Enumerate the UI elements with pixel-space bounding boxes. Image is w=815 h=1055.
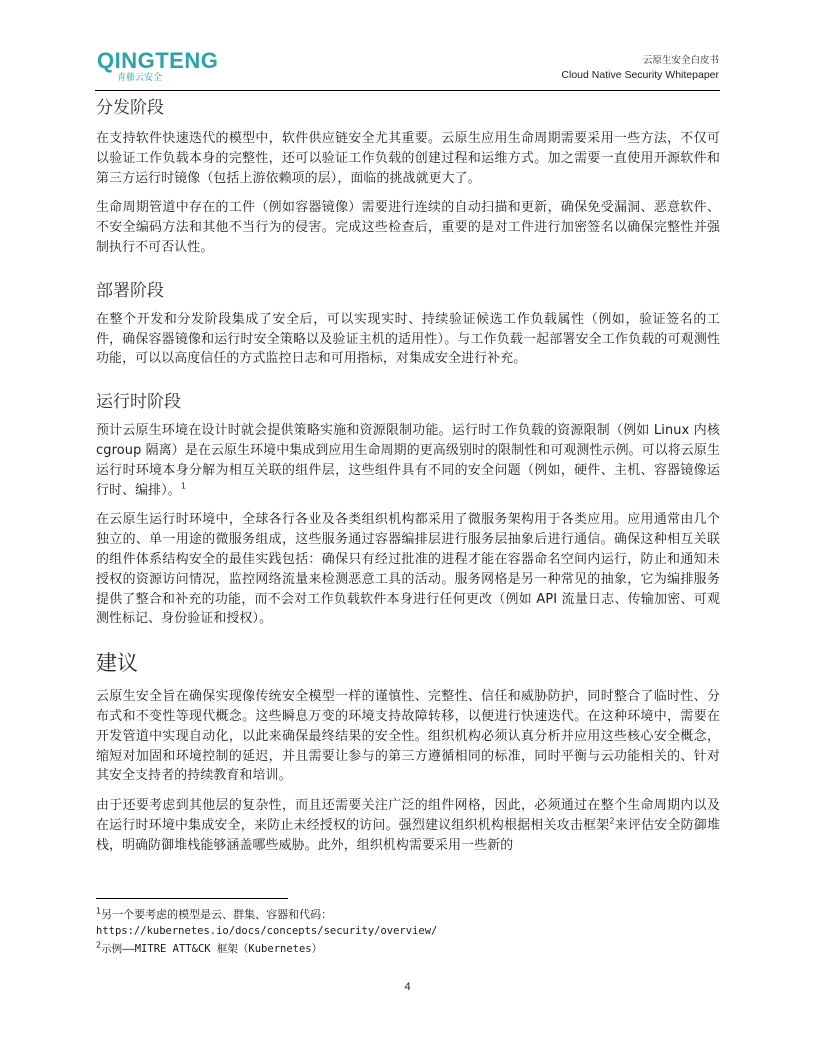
footnote-2 (96, 940, 720, 958)
footnote-1-text: 另一个要考虑的模型是云、群集、容器和代码： (101, 908, 333, 921)
document-title-cn: 云原生安全白皮书 (642, 55, 719, 66)
footnote-ref-1: 1 (180, 481, 187, 491)
page-content (96, 92, 720, 856)
document-title-en: Cloud Native Security Whitepaper (561, 69, 719, 81)
footnote-1 (96, 906, 720, 923)
page-number: 4 (404, 981, 411, 993)
paragraph-runtime-1-text: 预计云原生环境在设计时就会提供策略实施和资源限制功能。运行时工作负载的资源限制（例如 Linux 内核 cgroup 隔离）是在云原生环境中集成到应用生命周期的更高级别时的限制性和可观测性示例。可以将云原生运行时环境本身分解为相互关联的组件层，这些组件具有不同的安全问题（例如，硬件、主机、容器镜像运行时、编排）。 (96, 423, 720, 498)
footnote-2-mark: 2 (96, 940, 102, 950)
footnote-1-url[interactable]: https://kubernetes.io/docs/concepts/security/overview/ (96, 925, 438, 937)
paragraph-distribution-2: 生命周期管道中存在的工件（例如容器镜像）需要进行连续的自动扫描和更新，确保免受漏洞、恶意软件、不安全编码方法和其他不当行为的侵害。完成这些检查后，重要的是对工件进行加密签名以确保完整性并强制执行不可否认性。 (96, 200, 720, 255)
footnote-1-mark: 1 (96, 906, 102, 916)
paragraph-recommendations-2b: 来评估安全防御堆栈，明确防御堆栈能够涵盖哪些威胁。此外，组织机构需要采用一些新的 (96, 817, 720, 853)
paragraph-runtime-2: 在云原生运行时环境中，全球各行各业及各类组织机构都采用了微服务架构用于各类应用。应用通常由几个独立的、单一用途的微服务组成，这些服务通过容器编排层进行服务层抽象后进行通信。确保这种相互关联的组件体系结构安全的最佳实践包括：确保只有经过批准的进程才能在容器命名空间内运行，防止和通知未授权的资源访问情况，监控网络流量来检测恶意工具的活动。服务网格是另一种常见的抽象，它为编排服务提供了整合和补充的功能，而不会对工作负载软件本身进行任何更改（例如 API 流量日志、传输加密、可观测性标记、身份验证和授权）。 (96, 512, 720, 627)
footnote-ref-2: 2 (609, 816, 615, 826)
footnotes (96, 906, 720, 958)
footnote-2-text: 示例——MITRE ATT&CK 框架（Kubernetes） (101, 943, 323, 955)
heading-recommendations: 建议 (96, 651, 138, 676)
paragraph-runtime-1 (96, 421, 720, 500)
paragraph-distribution-1: 在支持软件快速迭代的模型中，软件供应链安全尤其重要。云原生应用生命周期需要采用一些方法，不仅可以验证工作负载本身的完整性，还可以验证工作负载的创建过程和运维方式。加之需要一直使用开源软件和第三方运行时镜像（包括上游依赖项的层），面临的挑战就更大了。 (96, 131, 720, 186)
heading-deployment: 部署阶段 (96, 280, 164, 301)
paragraph-deployment-1: 在整个开发和分发阶段集成了安全后，可以实现实时、持续验证候选工作负载属性（例如，验证签名的工件，确保容器镜像和运行时安全策略以及验证主机的适用性）。与工作负载一起部署安全工作负载的可观测性功能，可以以高度信任的方式监控日志和可用指标，对集成安全进行补充。 (96, 311, 720, 367)
paragraph-recommendations-1: 云原生安全旨在确保实现像传统安全模型一样的谨慎性、完整性、信任和威胁防护，同时整合了临时性、分布式和不变性等现代概念。这些瞬息万变的环境支持故障转移，以便进行快速迭代。在这种环境中，需要在开发管道中实现自动化，以此来确保最终结果的安全性。组织机构必须认真分析并应用这些核心安全概念，缩短对加固和环境控制的延迟，并且需要让参与的第三方遵循相同的标准，同时平衡与云功能相关的、针对其安全支持者的持续教育和培训。 (96, 689, 720, 784)
header-divider (95, 90, 720, 91)
heading-runtime: 运行时阶段 (96, 392, 181, 413)
heading-distribution: 分发阶段 (96, 98, 164, 118)
page-header (0, 0, 815, 96)
document-title (561, 53, 719, 83)
paragraph-recommendations-2 (96, 796, 720, 855)
logo-text: QINGTENG (97, 48, 219, 73)
qingteng-logo (97, 50, 218, 84)
paragraph-recommendations-2a: 由于还要考虑到其他层的复杂性，而且还需要关注广泛的组件网格，因此，必须通过在整个生命周期内以及在运行时环境中集成安全，来防止未经授权的访问。强烈建议组织机构根据相关攻击框架 (96, 798, 720, 833)
footnote-divider (96, 898, 288, 899)
logo-subtext: 青藤云安全 (117, 73, 163, 83)
